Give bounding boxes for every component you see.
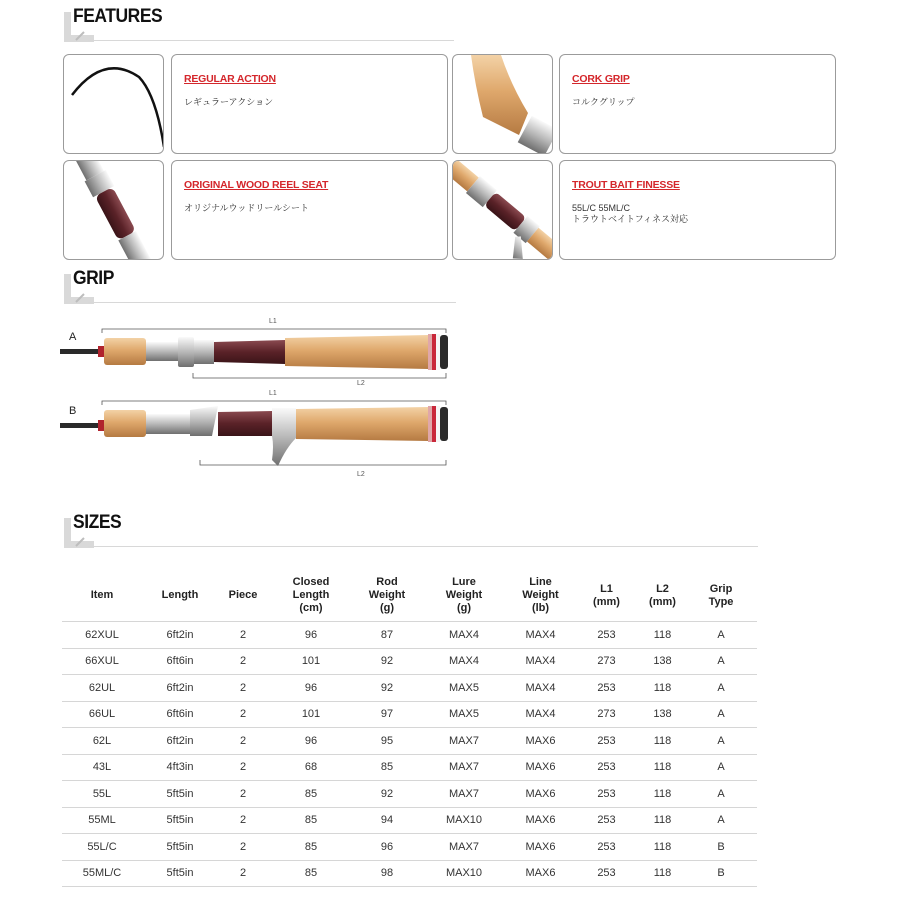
column-header: Piece <box>228 589 258 601</box>
table-cell: 6ft2in <box>142 675 218 702</box>
features-title: FEATURES <box>73 6 163 27</box>
table-cell: 85 <box>268 834 354 861</box>
sizes-table <box>62 570 757 887</box>
table-cell: 6ft2in <box>142 728 218 755</box>
grip-b-l1-label: L1 <box>269 390 277 397</box>
table-cell: 138 <box>640 701 685 728</box>
column-header: Rod Weight (g) <box>368 576 406 614</box>
table-cell: 55L/C <box>62 834 142 861</box>
table-cell: 85 <box>354 754 420 781</box>
table-row <box>62 728 757 755</box>
table-cell: MAX4 <box>508 675 573 702</box>
grip-a-l2-label: L2 <box>357 380 365 387</box>
table-cell: 55L <box>62 781 142 808</box>
table-cell: 101 <box>268 648 354 675</box>
column-header: Length <box>161 589 199 601</box>
sizes-header-row <box>62 570 757 622</box>
table-cell: MAX6 <box>508 781 573 808</box>
table-cell: A <box>685 807 757 834</box>
table-cell: MAX4 <box>420 622 508 649</box>
column-header: Line Weight (lb) <box>522 576 559 614</box>
column-header: L2 (mm) <box>649 582 676 608</box>
table-cell: 253 <box>573 622 640 649</box>
table-cell: 253 <box>573 860 640 887</box>
table-cell: 2 <box>218 648 268 675</box>
table-cell: 85 <box>268 860 354 887</box>
table-cell: 98 <box>354 860 420 887</box>
table-row <box>62 781 757 808</box>
feature-image-cork-grip <box>452 54 553 154</box>
table-cell: 253 <box>573 781 640 808</box>
table-cell: 253 <box>573 754 640 781</box>
table-cell: 96 <box>268 622 354 649</box>
table-cell: 118 <box>640 781 685 808</box>
sizes-rule <box>88 546 758 547</box>
table-cell: 4ft3in <box>142 754 218 781</box>
feature-title: CORK GRIP <box>572 73 630 85</box>
table-row <box>62 675 757 702</box>
table-cell: 253 <box>573 807 640 834</box>
table-cell: MAX4 <box>508 622 573 649</box>
table-row <box>62 834 757 861</box>
table-cell: MAX7 <box>420 834 508 861</box>
table-cell: 253 <box>573 834 640 861</box>
table-row <box>62 701 757 728</box>
table-cell: 87 <box>354 622 420 649</box>
table-cell: 97 <box>354 701 420 728</box>
table-cell: 5ft5in <box>142 860 218 887</box>
table-cell: 253 <box>573 728 640 755</box>
table-cell: A <box>685 754 757 781</box>
table-cell: 94 <box>354 807 420 834</box>
table-cell: A <box>685 648 757 675</box>
table-cell: MAX6 <box>508 728 573 755</box>
column-header: L1 (mm) <box>593 582 620 608</box>
feature-card-trout-bait-finesse <box>559 160 836 260</box>
grip-a-diagram <box>60 318 460 398</box>
table-cell: MAX6 <box>508 860 573 887</box>
column-header: Grip Type <box>708 582 734 608</box>
table-cell: 92 <box>354 648 420 675</box>
table-cell: B <box>685 860 757 887</box>
table-row <box>62 754 757 781</box>
table-cell: 253 <box>573 675 640 702</box>
table-cell: 43L <box>62 754 142 781</box>
trigger-reel-seat-icon <box>453 161 552 259</box>
reel-seat-icon <box>64 161 163 259</box>
table-cell: 95 <box>354 728 420 755</box>
table-cell: 6ft6in <box>142 701 218 728</box>
table-cell: 118 <box>640 834 685 861</box>
table-cell: 62UL <box>62 675 142 702</box>
table-cell: 68 <box>268 754 354 781</box>
feature-desc: レギュラーアクション <box>184 97 274 107</box>
table-cell: 118 <box>640 622 685 649</box>
grip-b-diagram <box>60 390 460 470</box>
grip-title: GRIP <box>73 268 114 289</box>
table-cell: MAX5 <box>420 675 508 702</box>
grip-b-l2-label: L2 <box>357 471 365 478</box>
table-cell: 5ft5in <box>142 781 218 808</box>
table-cell: A <box>685 701 757 728</box>
table-cell: 2 <box>218 781 268 808</box>
table-cell: 2 <box>218 675 268 702</box>
table-cell: 96 <box>268 728 354 755</box>
feature-card-cork-grip <box>559 54 836 154</box>
table-cell: MAX10 <box>420 860 508 887</box>
table-cell: 2 <box>218 701 268 728</box>
feature-card-wood-reel-seat <box>171 160 448 260</box>
feature-card-regular-action <box>171 54 448 154</box>
feature-desc: 55L/C 55ML/C トラウトベイトフィネス対応 <box>572 203 689 224</box>
table-cell: 6ft2in <box>142 622 218 649</box>
table-cell: MAX10 <box>420 807 508 834</box>
table-cell: MAX4 <box>508 701 573 728</box>
column-header: Item <box>90 589 114 601</box>
table-cell: 62L <box>62 728 142 755</box>
table-cell: A <box>685 728 757 755</box>
feature-image-trout-bait-finesse <box>452 160 553 260</box>
table-cell: 2 <box>218 754 268 781</box>
table-row <box>62 807 757 834</box>
table-cell: A <box>685 675 757 702</box>
feature-title: ORIGINAL WOOD REEL SEAT <box>184 179 329 191</box>
table-cell: 2 <box>218 860 268 887</box>
feature-title: REGULAR ACTION <box>184 73 276 85</box>
table-cell: 118 <box>640 860 685 887</box>
table-cell: 85 <box>268 807 354 834</box>
grip-a-l1-label: L1 <box>269 318 277 325</box>
table-cell: MAX7 <box>420 781 508 808</box>
feature-desc: コルクグリップ <box>572 97 635 107</box>
rod-bend-icon <box>64 55 163 153</box>
sizes-table-body <box>62 622 757 887</box>
table-cell: 2 <box>218 807 268 834</box>
table-cell: MAX6 <box>508 834 573 861</box>
features-rule <box>88 40 454 41</box>
grip-rule <box>88 302 456 303</box>
sizes-title: SIZES <box>73 512 122 533</box>
table-cell: A <box>685 781 757 808</box>
table-row <box>62 622 757 649</box>
table-row <box>62 860 757 887</box>
table-cell: A <box>685 622 757 649</box>
table-cell: 2 <box>218 834 268 861</box>
table-cell: MAX4 <box>420 648 508 675</box>
table-cell: MAX7 <box>420 754 508 781</box>
cork-grip-icon <box>453 55 552 153</box>
grip-b-label: B <box>69 405 77 417</box>
table-cell: 85 <box>268 781 354 808</box>
table-cell: 66XUL <box>62 648 142 675</box>
table-cell: 138 <box>640 648 685 675</box>
table-cell: MAX6 <box>508 754 573 781</box>
table-row <box>62 648 757 675</box>
column-header: Lure Weight (g) <box>445 576 483 614</box>
table-cell: 62XUL <box>62 622 142 649</box>
table-cell: 2 <box>218 728 268 755</box>
table-cell: B <box>685 834 757 861</box>
table-cell: 96 <box>268 675 354 702</box>
table-cell: 2 <box>218 622 268 649</box>
table-cell: 5ft5in <box>142 807 218 834</box>
table-cell: 273 <box>573 701 640 728</box>
feature-image-wood-reel-seat <box>63 160 164 260</box>
grip-a-label: A <box>69 331 77 343</box>
table-cell: 55ML <box>62 807 142 834</box>
feature-image-regular-action <box>63 54 164 154</box>
table-cell: 66UL <box>62 701 142 728</box>
table-cell: 118 <box>640 675 685 702</box>
table-cell: MAX5 <box>420 701 508 728</box>
table-cell: 6ft6in <box>142 648 218 675</box>
table-cell: 118 <box>640 807 685 834</box>
table-cell: 118 <box>640 728 685 755</box>
table-cell: 96 <box>354 834 420 861</box>
table-cell: MAX7 <box>420 728 508 755</box>
table-cell: 55ML/C <box>62 860 142 887</box>
table-cell: 118 <box>640 754 685 781</box>
table-cell: 92 <box>354 781 420 808</box>
feature-desc: オリジナルウッドリールシート <box>184 203 309 213</box>
table-cell: MAX6 <box>508 807 573 834</box>
column-header: Closed Length (cm) <box>292 576 330 614</box>
feature-title: TROUT BAIT FINESSE <box>572 179 680 191</box>
table-cell: 5ft5in <box>142 834 218 861</box>
table-cell: 101 <box>268 701 354 728</box>
table-cell: MAX4 <box>508 648 573 675</box>
table-cell: 92 <box>354 675 420 702</box>
table-cell: 273 <box>573 648 640 675</box>
